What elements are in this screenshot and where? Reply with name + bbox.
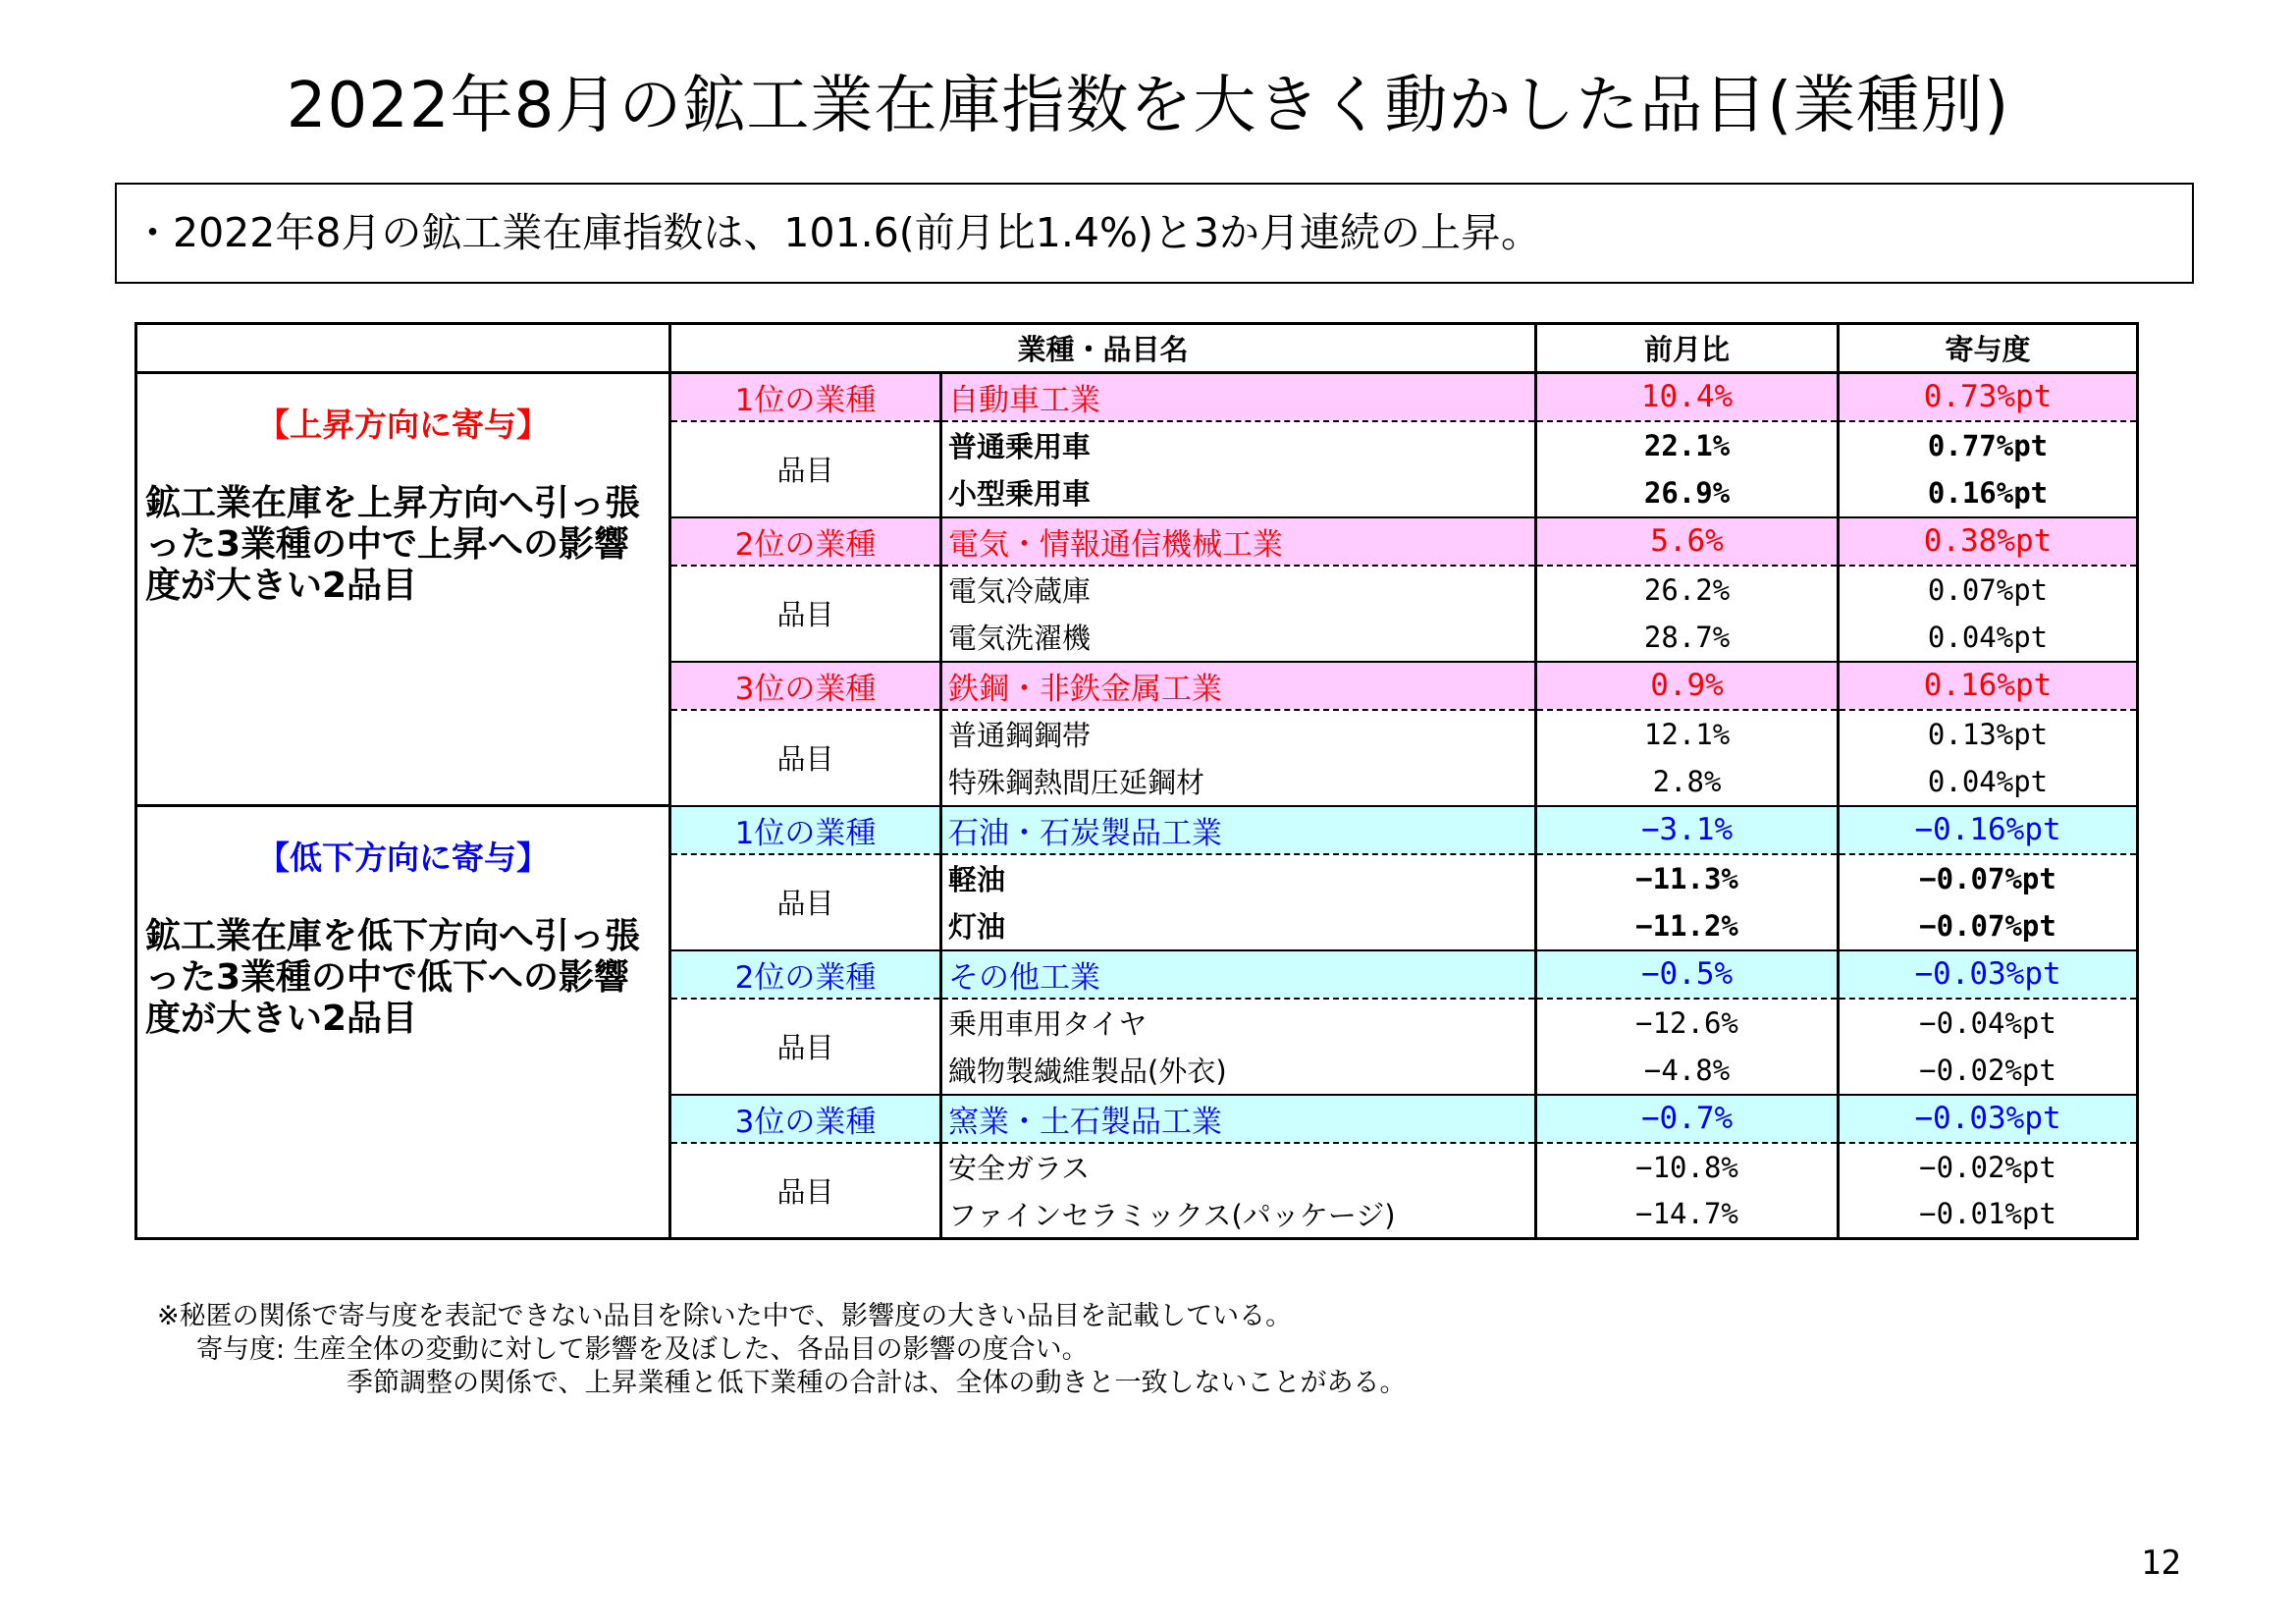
item-contribution: −0.04%pt: [1839, 999, 2138, 1047]
item-mom: −12.6%: [1536, 999, 1839, 1047]
industry-name: 石油・石炭製品工業: [941, 806, 1536, 854]
item-name: ファインセラミックス(パッケージ): [941, 1191, 1536, 1239]
item-mom: −4.8%: [1536, 1047, 1839, 1095]
item-mom: 12.1%: [1536, 710, 1839, 758]
industry-mom: 0.9%: [1536, 662, 1839, 710]
item-contribution: 0.04%pt: [1839, 614, 2138, 662]
industry-name: 鉄鋼・非鉄金属工業: [941, 662, 1536, 710]
header-mom: 前月比: [1536, 324, 1839, 373]
item-name: 普通乗用車: [941, 421, 1536, 469]
item-name: 特殊鋼熱間圧延鋼材: [941, 758, 1536, 806]
header-blank: [136, 324, 670, 373]
item-mom: 28.7%: [1536, 614, 1839, 662]
header-industry-item: 業種・品目名: [670, 324, 1536, 373]
header-contribution: 寄与度: [1839, 324, 2138, 373]
industry-mom: 10.4%: [1536, 373, 1839, 421]
industry-name: 自動車工業: [941, 373, 1536, 421]
item-mom: −10.8%: [1536, 1143, 1839, 1191]
item-mom: −14.7%: [1536, 1191, 1839, 1239]
down-description: 鉱工業在庫を低下方向へ引っ張った3業種の中で低下への影響度が大きい2品目: [145, 916, 641, 1039]
footnote: 寄与度: 生産全体の変動に対して影響を及ぼした、各品目の影響の度合い。: [196, 1334, 1089, 1365]
items-label: 品目: [670, 1143, 941, 1239]
item-contribution: 0.07%pt: [1839, 566, 2138, 614]
industry-name: 電気・情報通信機械工業: [941, 517, 1536, 566]
item-mom: 26.2%: [1536, 566, 1839, 614]
footnotes: [157, 1300, 1406, 1400]
item-contribution: −0.02%pt: [1839, 1143, 2138, 1191]
item-name: 普通鋼鋼帯: [941, 710, 1536, 758]
rank-label: 3位の業種: [670, 662, 941, 710]
down-industry-row-1: [136, 806, 2138, 854]
item-mom: 22.1%: [1536, 421, 1839, 469]
item-name: 灯油: [941, 902, 1536, 950]
item-contribution: 0.13%pt: [1839, 710, 2138, 758]
page-number: 12: [2141, 1543, 2181, 1583]
industry-mom: −3.1%: [1536, 806, 1839, 854]
down-title: 【低下方向に寄与】: [257, 839, 549, 877]
items-label: 品目: [670, 854, 941, 950]
industry-mom: 5.6%: [1536, 517, 1839, 566]
industry-mom: −0.7%: [1536, 1095, 1839, 1143]
item-mom: −11.3%: [1536, 854, 1839, 902]
rank-label: 2位の業種: [670, 950, 941, 999]
industry-contribution: 0.38%pt: [1839, 517, 2138, 566]
table-header-row: [136, 324, 2138, 373]
page-title: 2022年8月の鉱工業在庫指数を大きく動かした品目(業種別): [286, 70, 2010, 142]
item-name: 電気冷蔵庫: [941, 566, 1536, 614]
rank-label: 1位の業種: [670, 806, 941, 854]
item-name: 織物製繊維製品(外衣): [941, 1047, 1536, 1095]
footnote: 季節調整の関係で、上昇業種と低下業種の合計は、全体の動きと一致しないことがある。: [347, 1368, 1407, 1398]
item-name: 安全ガラス: [941, 1143, 1536, 1191]
items-label: 品目: [670, 566, 941, 662]
item-contribution: −0.07%pt: [1839, 854, 2138, 902]
up-section-label: [136, 373, 670, 806]
item-contribution: 0.04%pt: [1839, 758, 2138, 806]
up-industry-row-1: [136, 373, 2138, 421]
summary-box: ・2022年8月の鉱工業在庫指数は、101.6(前月比1.4%)と3か月連続の上昇。: [115, 183, 2194, 284]
item-contribution: 0.77%pt: [1839, 421, 2138, 469]
items-label: 品目: [670, 710, 941, 806]
item-name: 乗用車用タイヤ: [941, 999, 1536, 1047]
industry-name: その他工業: [941, 950, 1536, 999]
rank-label: 3位の業種: [670, 1095, 941, 1143]
industry-contribution: −0.16%pt: [1839, 806, 2138, 854]
contribution-table: [134, 322, 2139, 1240]
industry-contribution: 0.73%pt: [1839, 373, 2138, 421]
industry-mom: −0.5%: [1536, 950, 1839, 999]
item-name: 電気洗濯機: [941, 614, 1536, 662]
up-title: 【上昇方向に寄与】: [257, 406, 549, 444]
rank-label: 1位の業種: [670, 373, 941, 421]
item-name: 軽油: [941, 854, 1536, 902]
item-name: 小型乗用車: [941, 469, 1536, 517]
industry-contribution: 0.16%pt: [1839, 662, 2138, 710]
item-mom: 26.9%: [1536, 469, 1839, 517]
down-section-label: [136, 806, 670, 1239]
item-contribution: 0.16%pt: [1839, 469, 2138, 517]
item-contribution: −0.01%pt: [1839, 1191, 2138, 1239]
industry-contribution: −0.03%pt: [1839, 950, 2138, 999]
item-mom: −11.2%: [1536, 902, 1839, 950]
industry-contribution: −0.03%pt: [1839, 1095, 2138, 1143]
items-label: 品目: [670, 421, 941, 517]
item-contribution: −0.07%pt: [1839, 902, 2138, 950]
industry-name: 窯業・土石製品工業: [941, 1095, 1536, 1143]
item-mom: 2.8%: [1536, 758, 1839, 806]
footnote: ※秘匿の関係で寄与度を表記できない品目を除いた中で、影響度の大きい品目を記載している。: [157, 1301, 1293, 1331]
item-contribution: −0.02%pt: [1839, 1047, 2138, 1095]
up-description: 鉱工業在庫を上昇方向へ引っ張った3業種の中で上昇への影響度が大きい2品目: [145, 483, 641, 606]
items-label: 品目: [670, 999, 941, 1095]
rank-label: 2位の業種: [670, 517, 941, 566]
